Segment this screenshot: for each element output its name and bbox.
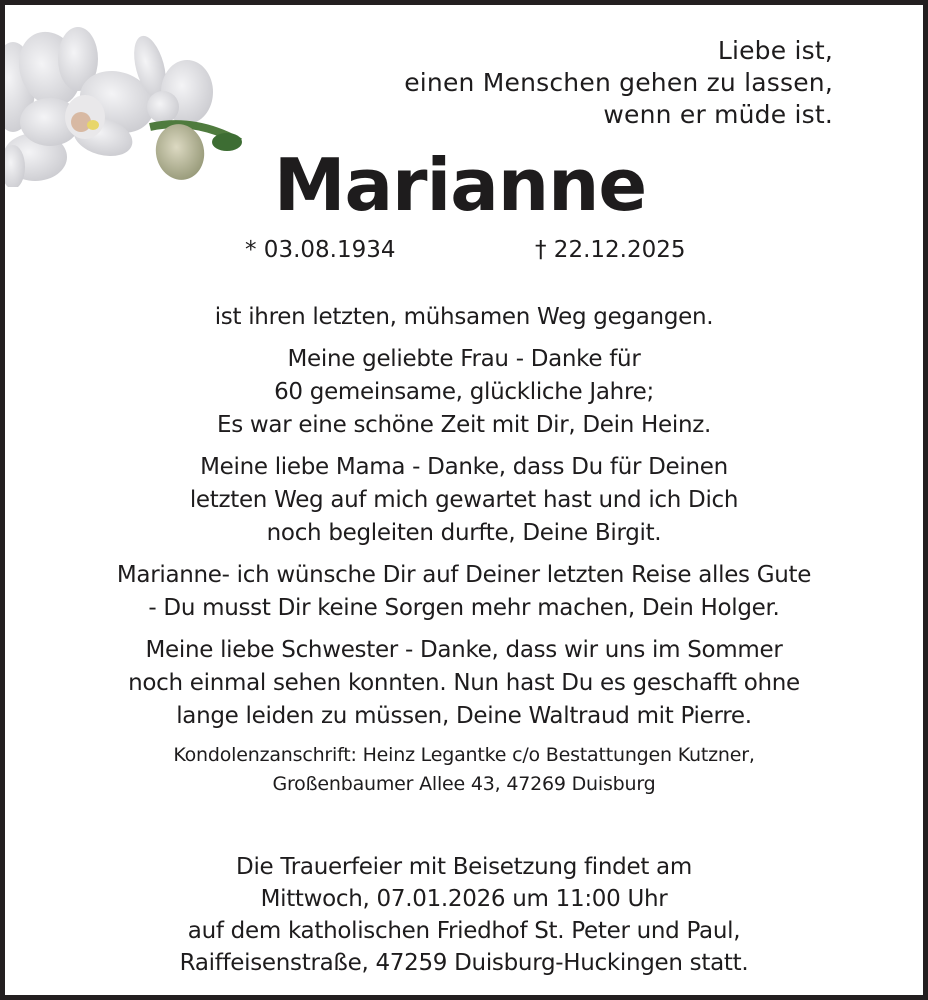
text-line: noch einmal sehen konnten. Nun hast Du es geschafft ohne	[128, 670, 800, 696]
ceremony-line: Raiffeisenstraße, 47259 Duisburg-Huckingen statt.	[179, 950, 749, 976]
birth-date: * 03.08.1934	[245, 237, 396, 263]
text-line: Meine liebe Schwester - Danke, dass wir uns im Sommer	[145, 637, 783, 663]
text-line: Es war eine schöne Zeit mit Dir, Dein Heinz.	[216, 412, 712, 438]
address-line: Großenbaumer Allee 43, 47269 Duisburg	[272, 773, 656, 795]
ceremony-line: Mittwoch, 07.01.2026 um 11:00 Uhr	[260, 886, 668, 912]
paragraph-heinz	[5, 343, 923, 442]
text-line: lange leiden zu müssen, Deine Waltraud mit Pierre.	[176, 703, 752, 729]
text-line: 60 gemeinsame, glückliche Jahre;	[274, 379, 654, 405]
obituary-notice	[5, 5, 923, 995]
death-date: † 22.12.2025	[535, 237, 686, 263]
text-line: letzten Weg auf mich gewartet hast und ich Dich	[189, 487, 739, 513]
deceased-name-heading	[5, 143, 923, 227]
paragraph-holger	[5, 559, 923, 625]
address-line: Kondolenzanschrift: Heinz Legantke c/o Bestattungen Kutzner,	[173, 744, 755, 766]
ceremony-line: Die Trauerfeier mit Beisetzung findet am	[236, 854, 692, 880]
paragraph-intro	[5, 301, 923, 334]
motto-line: einen Menschen gehen zu lassen,	[404, 68, 833, 97]
text-line: Meine geliebte Frau - Danke für	[287, 346, 641, 372]
funeral-ceremony-info	[5, 851, 923, 979]
ceremony-line: auf dem katholischen Friedhof St. Peter und Paul,	[187, 918, 741, 944]
text-line: ist ihren letzten, mühsamen Weg gegangen.	[214, 304, 714, 330]
text-line: Marianne- ich wünsche Dir auf Deiner letzten Reise alles Gute	[116, 562, 812, 588]
paragraph-birgit	[5, 451, 923, 550]
paragraph-waltraud	[5, 634, 923, 733]
text-line: noch begleiten durfte, Deine Birgit.	[266, 520, 662, 546]
motto-line: wenn er müde ist.	[603, 100, 833, 129]
condolence-address	[5, 741, 923, 799]
motto-line: Liebe ist,	[717, 36, 833, 65]
motto-quote	[404, 35, 833, 131]
deceased-name: Marianne	[273, 143, 647, 227]
text-line: Meine liebe Mama - Danke, dass Du für Deinen	[200, 454, 728, 480]
text-line: - Du musst Dir keine Sorgen mehr machen, Dein Holger.	[148, 595, 780, 621]
notice-body	[5, 301, 923, 742]
